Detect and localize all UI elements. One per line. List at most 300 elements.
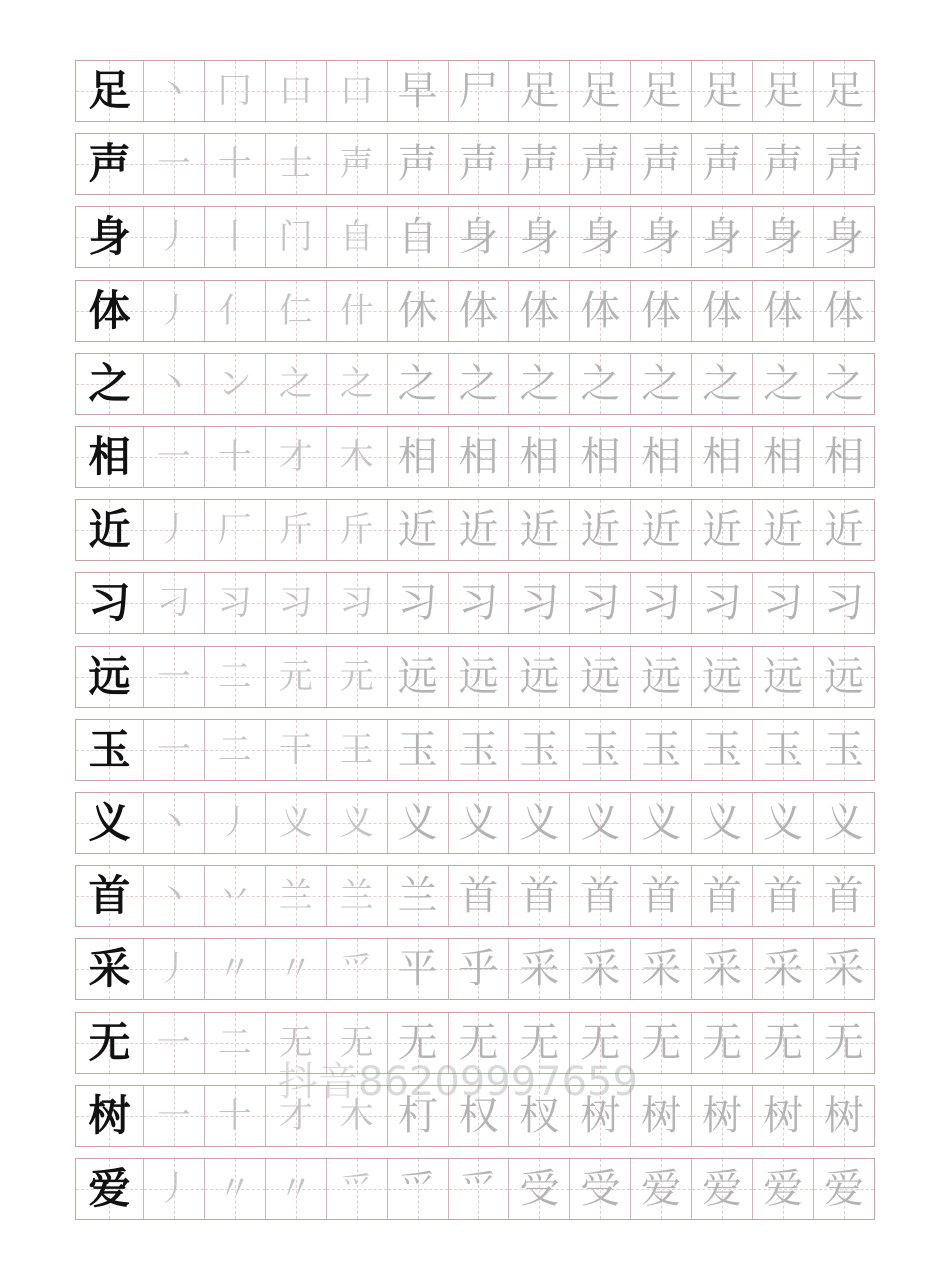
- trace-cell[interactable]: [813, 866, 874, 926]
- trace-cell[interactable]: [569, 866, 630, 926]
- trace-cell[interactable]: [630, 354, 691, 414]
- trace-cell[interactable]: [752, 427, 813, 487]
- trace-stroke: 相: [458, 434, 499, 480]
- trace-stroke: 冂: [217, 71, 252, 111]
- trace-stroke: 采: [702, 946, 743, 992]
- trace-cell[interactable]: [752, 1159, 813, 1219]
- trace-cell[interactable]: [265, 1013, 326, 1073]
- trace-cell[interactable]: [813, 793, 874, 853]
- trace-cell[interactable]: [752, 793, 813, 853]
- trace-cell[interactable]: [387, 61, 448, 121]
- trace-stroke: 玉: [580, 727, 621, 773]
- trace-cell[interactable]: [630, 793, 691, 853]
- trace-cell[interactable]: [752, 720, 813, 780]
- trace-stroke: 〃: [278, 1169, 313, 1209]
- model-character-cell: [76, 1086, 143, 1146]
- trace-stroke: 近: [763, 507, 804, 553]
- trace-cell[interactable]: [448, 1013, 509, 1073]
- trace-stroke: 口: [278, 71, 313, 111]
- trace-stroke: 兰: [278, 876, 313, 916]
- trace-cell[interactable]: [630, 1086, 691, 1146]
- trace-cell[interactable]: [143, 866, 204, 926]
- trace-cell[interactable]: [143, 61, 204, 121]
- trace-cell[interactable]: [204, 647, 265, 707]
- trace-stroke: 习: [580, 580, 621, 626]
- trace-cell[interactable]: [143, 134, 204, 194]
- trace-stroke: 乎: [458, 946, 499, 992]
- trace-cell[interactable]: [265, 281, 326, 341]
- trace-cell[interactable]: [265, 939, 326, 999]
- trace-stroke: 才: [278, 1096, 313, 1136]
- trace-cell[interactable]: [508, 866, 569, 926]
- model-character: 玉: [88, 725, 131, 774]
- trace-cell[interactable]: [265, 134, 326, 194]
- trace-cell[interactable]: [569, 647, 630, 707]
- trace-cell[interactable]: [691, 207, 752, 267]
- trace-stroke: 习: [397, 580, 438, 626]
- trace-cell[interactable]: [143, 647, 204, 707]
- trace-cell[interactable]: [630, 1159, 691, 1219]
- trace-cell[interactable]: [204, 134, 265, 194]
- trace-cell[interactable]: [630, 866, 691, 926]
- trace-cell[interactable]: [813, 939, 874, 999]
- trace-cell[interactable]: [569, 1013, 630, 1073]
- trace-cell[interactable]: [387, 281, 448, 341]
- trace-cell[interactable]: [691, 61, 752, 121]
- trace-cell[interactable]: [813, 720, 874, 780]
- trace-cell[interactable]: [691, 573, 752, 633]
- trace-cell[interactable]: [813, 1013, 874, 1073]
- trace-stroke: 习: [763, 580, 804, 626]
- trace-cell[interactable]: [448, 866, 509, 926]
- trace-cell[interactable]: [813, 134, 874, 194]
- trace-cell[interactable]: [204, 281, 265, 341]
- trace-cell[interactable]: [569, 793, 630, 853]
- trace-stroke: 近: [397, 507, 438, 553]
- trace-cell[interactable]: [569, 573, 630, 633]
- model-character: 足: [88, 66, 131, 115]
- trace-stroke: 厂: [217, 510, 252, 550]
- trace-cell[interactable]: [387, 134, 448, 194]
- trace-cell[interactable]: [265, 207, 326, 267]
- model-character-cell: [76, 500, 143, 560]
- trace-stroke: 采: [763, 946, 804, 992]
- trace-cell[interactable]: [143, 1013, 204, 1073]
- trace-cell[interactable]: [752, 281, 813, 341]
- trace-cell[interactable]: [387, 573, 448, 633]
- trace-cell[interactable]: [630, 207, 691, 267]
- trace-cell[interactable]: [508, 281, 569, 341]
- trace-cell[interactable]: [569, 134, 630, 194]
- trace-cell[interactable]: [508, 207, 569, 267]
- trace-cell[interactable]: [326, 134, 387, 194]
- trace-stroke: ン: [217, 364, 252, 404]
- trace-cell[interactable]: [691, 354, 752, 414]
- trace-cell[interactable]: [387, 866, 448, 926]
- trace-cell[interactable]: [691, 720, 752, 780]
- trace-cell[interactable]: [143, 427, 204, 487]
- trace-cell[interactable]: [204, 1086, 265, 1146]
- trace-cell[interactable]: [752, 866, 813, 926]
- trace-cell[interactable]: [691, 939, 752, 999]
- trace-stroke: 声: [763, 141, 804, 187]
- trace-cell[interactable]: [326, 939, 387, 999]
- trace-stroke: 树: [763, 1093, 804, 1139]
- trace-cell[interactable]: [448, 1086, 509, 1146]
- trace-stroke: 义: [278, 803, 313, 843]
- trace-stroke: 近: [702, 507, 743, 553]
- trace-cell[interactable]: [569, 61, 630, 121]
- trace-stroke: 足: [641, 68, 682, 114]
- trace-stroke: 足: [702, 68, 743, 114]
- trace-stroke: 树: [702, 1093, 743, 1139]
- trace-stroke: 近: [458, 507, 499, 553]
- trace-cell[interactable]: [265, 573, 326, 633]
- trace-cell[interactable]: [752, 1013, 813, 1073]
- trace-stroke: 身: [702, 214, 743, 260]
- trace-cell[interactable]: [448, 720, 509, 780]
- trace-cell[interactable]: [813, 573, 874, 633]
- trace-stroke: 身: [519, 214, 560, 260]
- trace-stroke: 才: [278, 437, 313, 477]
- trace-cell[interactable]: [691, 866, 752, 926]
- trace-cell[interactable]: [630, 573, 691, 633]
- trace-cell[interactable]: [448, 939, 509, 999]
- trace-stroke: 远: [458, 654, 499, 700]
- trace-cell[interactable]: [508, 61, 569, 121]
- trace-cell[interactable]: [508, 427, 569, 487]
- trace-cell[interactable]: [569, 939, 630, 999]
- trace-cell[interactable]: [265, 500, 326, 560]
- trace-cell[interactable]: [387, 500, 448, 560]
- trace-cell[interactable]: [569, 427, 630, 487]
- trace-stroke: 首: [824, 873, 865, 919]
- trace-stroke: 相: [519, 434, 560, 480]
- trace-stroke: 斤: [278, 510, 313, 550]
- trace-cell[interactable]: [813, 207, 874, 267]
- trace-stroke: 体: [641, 288, 682, 334]
- trace-cell[interactable]: [326, 866, 387, 926]
- trace-cell[interactable]: [265, 647, 326, 707]
- trace-cell[interactable]: [691, 281, 752, 341]
- trace-cell[interactable]: [813, 427, 874, 487]
- trace-cell[interactable]: [508, 500, 569, 560]
- trace-cell[interactable]: [204, 61, 265, 121]
- trace-stroke: 声: [824, 141, 865, 187]
- trace-stroke: 习: [702, 580, 743, 626]
- trace-stroke: 自: [339, 217, 374, 257]
- trace-cell[interactable]: [813, 500, 874, 560]
- trace-stroke: 足: [824, 68, 865, 114]
- trace-cell[interactable]: [630, 134, 691, 194]
- trace-stroke: 权: [458, 1093, 499, 1139]
- model-character-cell: [76, 207, 143, 267]
- trace-stroke: 无: [339, 1023, 374, 1063]
- trace-stroke: 义: [397, 800, 438, 846]
- trace-cell[interactable]: [326, 1086, 387, 1146]
- trace-stroke: 足: [763, 68, 804, 114]
- trace-cell[interactable]: [752, 134, 813, 194]
- trace-cell[interactable]: [143, 793, 204, 853]
- trace-cell[interactable]: [448, 427, 509, 487]
- trace-stroke: 相: [763, 434, 804, 480]
- trace-cell[interactable]: [204, 207, 265, 267]
- model-character: 树: [88, 1091, 131, 1140]
- trace-cell[interactable]: [691, 427, 752, 487]
- trace-cell[interactable]: [326, 500, 387, 560]
- trace-cell[interactable]: [204, 500, 265, 560]
- trace-cell[interactable]: [508, 720, 569, 780]
- trace-stroke: 玉: [702, 727, 743, 773]
- trace-cell[interactable]: [569, 207, 630, 267]
- trace-cell[interactable]: [630, 427, 691, 487]
- practice-row: [75, 206, 875, 268]
- trace-cell[interactable]: [691, 500, 752, 560]
- trace-cell[interactable]: [204, 866, 265, 926]
- trace-stroke: 首: [702, 873, 743, 919]
- trace-stroke: 相: [824, 434, 865, 480]
- trace-stroke: 平: [397, 946, 438, 992]
- trace-stroke: 近: [580, 507, 621, 553]
- trace-cell[interactable]: [204, 354, 265, 414]
- trace-cell[interactable]: [752, 207, 813, 267]
- trace-cell[interactable]: [448, 500, 509, 560]
- trace-cell[interactable]: [143, 573, 204, 633]
- trace-cell[interactable]: [326, 1013, 387, 1073]
- trace-cell[interactable]: [691, 134, 752, 194]
- trace-cell[interactable]: [387, 720, 448, 780]
- trace-cell[interactable]: [508, 793, 569, 853]
- model-character: 首: [88, 871, 131, 920]
- trace-cell[interactable]: [326, 281, 387, 341]
- trace-stroke: 声: [458, 141, 499, 187]
- trace-cell[interactable]: [448, 354, 509, 414]
- trace-cell[interactable]: [569, 1086, 630, 1146]
- trace-cell[interactable]: [630, 1013, 691, 1073]
- practice-row: [75, 499, 875, 561]
- trace-stroke: 爫: [458, 1166, 499, 1212]
- trace-cell[interactable]: [387, 1159, 448, 1219]
- trace-cell[interactable]: [630, 500, 691, 560]
- trace-cell[interactable]: [813, 1159, 874, 1219]
- trace-cell[interactable]: [752, 573, 813, 633]
- trace-cell[interactable]: [326, 427, 387, 487]
- practice-row: [75, 426, 875, 488]
- model-character-cell: [76, 647, 143, 707]
- trace-cell[interactable]: [143, 207, 204, 267]
- trace-cell[interactable]: [204, 573, 265, 633]
- trace-cell[interactable]: [448, 647, 509, 707]
- trace-stroke: 习: [824, 580, 865, 626]
- trace-cell[interactable]: [204, 793, 265, 853]
- trace-cell[interactable]: [143, 1159, 204, 1219]
- trace-cell[interactable]: [813, 1086, 874, 1146]
- trace-cell[interactable]: [813, 61, 874, 121]
- trace-cell[interactable]: [752, 1086, 813, 1146]
- trace-stroke: 足: [519, 68, 560, 114]
- trace-stroke: 无: [458, 1020, 499, 1066]
- trace-cell[interactable]: [752, 647, 813, 707]
- trace-stroke: 元: [339, 657, 374, 697]
- trace-cell[interactable]: [387, 939, 448, 999]
- trace-cell[interactable]: [813, 281, 874, 341]
- practice-row: [75, 938, 875, 1000]
- trace-cell[interactable]: [143, 281, 204, 341]
- trace-cell[interactable]: [508, 939, 569, 999]
- trace-cell[interactable]: [204, 939, 265, 999]
- trace-cell[interactable]: [813, 647, 874, 707]
- trace-cell[interactable]: [508, 647, 569, 707]
- trace-stroke: 习: [278, 583, 313, 623]
- trace-cell[interactable]: [387, 427, 448, 487]
- model-character: 爱: [88, 1164, 131, 1213]
- trace-cell[interactable]: [326, 793, 387, 853]
- trace-cell[interactable]: [204, 1159, 265, 1219]
- trace-stroke: 玉: [519, 727, 560, 773]
- trace-cell[interactable]: [448, 61, 509, 121]
- trace-cell[interactable]: [326, 1159, 387, 1219]
- trace-cell[interactable]: [752, 500, 813, 560]
- trace-cell[interactable]: [326, 720, 387, 780]
- trace-stroke: 自: [397, 214, 438, 260]
- trace-cell[interactable]: [569, 720, 630, 780]
- trace-stroke: 兰: [397, 873, 438, 919]
- trace-stroke: 兰: [339, 876, 374, 916]
- trace-stroke: 习: [458, 580, 499, 626]
- trace-stroke: 首: [580, 873, 621, 919]
- trace-stroke: 义: [702, 800, 743, 846]
- trace-cell[interactable]: [569, 354, 630, 414]
- trace-cell[interactable]: [143, 720, 204, 780]
- trace-cell[interactable]: [508, 1159, 569, 1219]
- trace-stroke: 近: [824, 507, 865, 553]
- trace-cell[interactable]: [326, 354, 387, 414]
- trace-stroke: 习: [217, 583, 252, 623]
- model-character: 身: [88, 212, 131, 261]
- trace-cell[interactable]: [326, 207, 387, 267]
- model-character-cell: [76, 134, 143, 194]
- trace-cell[interactable]: [508, 354, 569, 414]
- trace-cell[interactable]: [691, 1159, 752, 1219]
- trace-cell[interactable]: [448, 207, 509, 267]
- trace-cell[interactable]: [630, 61, 691, 121]
- trace-cell[interactable]: [569, 281, 630, 341]
- trace-cell[interactable]: [630, 281, 691, 341]
- trace-cell[interactable]: [448, 1159, 509, 1219]
- trace-cell[interactable]: [265, 1086, 326, 1146]
- trace-cell[interactable]: [752, 61, 813, 121]
- trace-stroke: 十: [217, 1096, 252, 1136]
- trace-cell[interactable]: [326, 61, 387, 121]
- trace-stroke: 首: [763, 873, 804, 919]
- trace-cell[interactable]: [204, 720, 265, 780]
- trace-stroke: 之: [397, 361, 438, 407]
- trace-cell[interactable]: [691, 793, 752, 853]
- trace-cell[interactable]: [326, 647, 387, 707]
- trace-stroke: 丿: [217, 803, 252, 843]
- trace-cell[interactable]: [143, 939, 204, 999]
- trace-cell[interactable]: [265, 427, 326, 487]
- trace-stroke: 一: [156, 1023, 191, 1063]
- trace-cell[interactable]: [265, 720, 326, 780]
- model-character: 相: [88, 432, 131, 481]
- trace-stroke: 丿: [156, 217, 191, 257]
- model-character-cell: [76, 720, 143, 780]
- trace-cell[interactable]: [387, 647, 448, 707]
- trace-stroke: 一: [156, 144, 191, 184]
- trace-stroke: 体: [763, 288, 804, 334]
- model-character-cell: [76, 1159, 143, 1219]
- trace-cell[interactable]: [448, 793, 509, 853]
- trace-cell[interactable]: [143, 500, 204, 560]
- trace-cell[interactable]: [326, 573, 387, 633]
- trace-cell[interactable]: [630, 647, 691, 707]
- trace-cell[interactable]: [265, 1159, 326, 1219]
- trace-cell[interactable]: [691, 647, 752, 707]
- trace-stroke: 丿: [156, 949, 191, 989]
- trace-cell[interactable]: [630, 720, 691, 780]
- trace-cell[interactable]: [448, 134, 509, 194]
- model-character: 声: [88, 139, 131, 188]
- trace-cell[interactable]: [813, 354, 874, 414]
- trace-cell[interactable]: [630, 939, 691, 999]
- trace-stroke: 早: [397, 68, 438, 114]
- trace-stroke: 义: [458, 800, 499, 846]
- trace-cell[interactable]: [387, 354, 448, 414]
- trace-cell[interactable]: [508, 134, 569, 194]
- trace-stroke: 丿: [156, 291, 191, 331]
- practice-row: [75, 133, 875, 195]
- trace-cell[interactable]: [265, 354, 326, 414]
- trace-cell[interactable]: [569, 500, 630, 560]
- trace-stroke: 丶: [156, 364, 191, 404]
- trace-cell[interactable]: [752, 354, 813, 414]
- trace-cell[interactable]: [387, 207, 448, 267]
- model-character: 习: [88, 578, 131, 627]
- trace-cell[interactable]: [387, 1086, 448, 1146]
- trace-cell[interactable]: [508, 1086, 569, 1146]
- trace-cell[interactable]: [448, 281, 509, 341]
- trace-stroke: 首: [458, 873, 499, 919]
- trace-cell[interactable]: [448, 573, 509, 633]
- trace-cell[interactable]: [265, 793, 326, 853]
- trace-cell[interactable]: [387, 793, 448, 853]
- trace-stroke: 义: [339, 803, 374, 843]
- trace-cell[interactable]: [143, 1086, 204, 1146]
- trace-cell[interactable]: [265, 61, 326, 121]
- trace-cell[interactable]: [387, 1013, 448, 1073]
- trace-stroke: 之: [824, 361, 865, 407]
- trace-cell[interactable]: [508, 573, 569, 633]
- trace-stroke: 近: [519, 507, 560, 553]
- trace-cell[interactable]: [752, 939, 813, 999]
- trace-stroke: 王: [339, 730, 374, 770]
- trace-cell[interactable]: [265, 866, 326, 926]
- trace-stroke: 身: [763, 214, 804, 260]
- trace-cell[interactable]: [569, 1159, 630, 1219]
- trace-cell[interactable]: [204, 1013, 265, 1073]
- trace-stroke: 士: [278, 144, 313, 184]
- trace-cell[interactable]: [204, 427, 265, 487]
- trace-stroke: 无: [397, 1020, 438, 1066]
- trace-cell[interactable]: [143, 354, 204, 414]
- trace-cell[interactable]: [508, 1013, 569, 1073]
- trace-cell[interactable]: [691, 1013, 752, 1073]
- trace-cell[interactable]: [691, 1086, 752, 1146]
- trace-stroke: 木: [339, 1096, 374, 1136]
- trace-stroke: 丿: [156, 1169, 191, 1209]
- trace-stroke: 爱: [824, 1166, 865, 1212]
